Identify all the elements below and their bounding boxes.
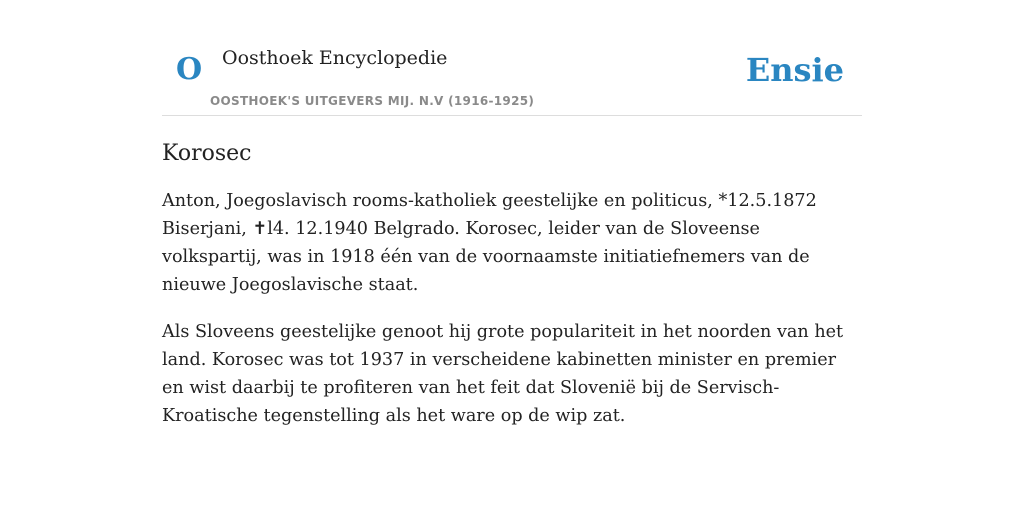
article (162, 138, 862, 449)
article-paragraph-2: Als Sloveens geestelijke genoot hij grote populariteit in het noorden van het land. Korosec was tot 1937 in verscheidene kabinetten minister en premier en wist daarbij te profiteren van het feit dat Slovenië bij de Servisch-Kroatische tegenstelling als het ware op de wip zat. (162, 322, 844, 426)
encyclopedia-title-link[interactable]: Oosthoek Encyclopedie (222, 47, 448, 69)
article-paragraph-1: Anton, Joegoslavisch rooms-katholiek geestelijke en politicus, *12.5.1872 Biserjani, ✝l4. 12.1940 Belgrado. Korosec, leider van de Sloveense volkspartij, was in 1918 één van de voornaamste initiatiefnemers van de nieuwe Joegoslavische staat. (162, 191, 817, 295)
encyclopedia-logo[interactable]: O (176, 52, 203, 87)
ensie-brand-link[interactable]: Ensie (745, 51, 844, 89)
article-title: Korosec (162, 141, 252, 166)
encyclopedia-header (162, 36, 862, 116)
publisher-subtitle: OOSTHOEK'S UITGEVERS MIJ. N.V (1916-1925) (210, 94, 535, 108)
